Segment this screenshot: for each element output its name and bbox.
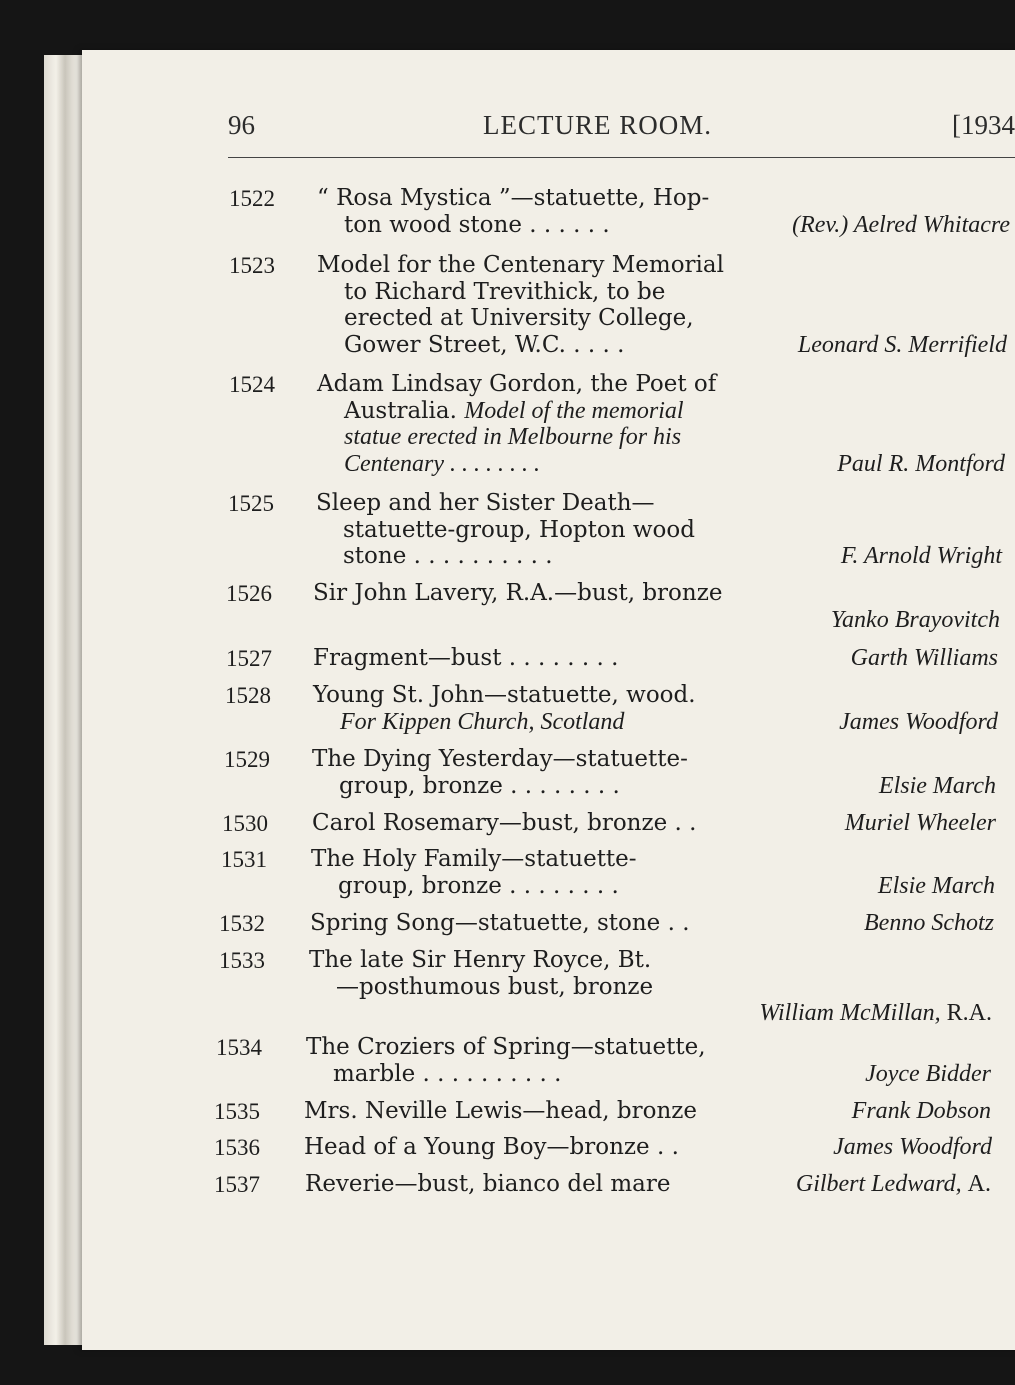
entry-number: 1536 [214, 1135, 260, 1160]
entry-number: 1522 [229, 186, 275, 211]
entry-line: erected at University College, [344, 305, 694, 331]
entry-title: Head of a Young Boy—bronze . . [304, 1134, 679, 1160]
entry-line: statuette-group, Hopton wood [343, 516, 695, 543]
entry-title: Fragment—bust . . . . . . . . [313, 645, 619, 671]
entry-title: The late Sir Henry Royce, Bt. [309, 947, 652, 973]
entry-title: “ Rosa Mystica ”—statuette, Hop- [317, 185, 710, 211]
artist-name: Elsie March [878, 772, 996, 799]
artist-name: Gilbert Ledward, [795, 1171, 962, 1197]
entry-title: Model for the Centenary Memorial [317, 252, 724, 278]
artist-name: Joyce Bidder [865, 1060, 991, 1087]
entry-title: The Croziers of Spring—statuette, [306, 1034, 706, 1060]
entry-note: Model of the memorial [464, 397, 684, 424]
entry-number: 1525 [228, 491, 274, 516]
entry-title: Spring Song—statuette, stone . . [310, 910, 690, 936]
entry-title: The Holy Family—statuette- [311, 846, 637, 872]
entry-line: —posthumous bust, bronze [336, 973, 654, 1000]
page-number: 96 [228, 110, 255, 140]
entry-note: statue erected in Melbourne for his [344, 424, 682, 450]
artist-name: Benno Schotz [864, 910, 994, 936]
entry-line: stone . . . . . . . . . . [343, 543, 553, 569]
artist-name: Garth Williams [850, 645, 998, 671]
artist-name: Paul R. Montford [837, 450, 1005, 477]
entry-number: 1523 [229, 253, 275, 278]
entry-number: 1529 [224, 747, 270, 772]
entry-title: The Dying Yesterday—statuette- [312, 746, 688, 772]
entry-note: Centenary . . . . . . . . [344, 450, 540, 477]
entry-line: marble . . . . . . . . . . [333, 1060, 562, 1087]
entry-number: 1524 [229, 372, 275, 397]
artist-name: F. Arnold Wright [840, 543, 1002, 569]
entry-number: 1528 [225, 683, 271, 708]
entry-number: 1533 [219, 948, 265, 973]
entry-number: 1530 [222, 811, 268, 836]
entry-number: 1532 [219, 911, 265, 936]
artist-name: Yanko Brayovitch [830, 606, 1000, 633]
artist-name: Muriel Wheeler [844, 810, 996, 836]
entry-line: Australia. [344, 397, 457, 424]
artist-name: Aelred Whitacre [853, 211, 1010, 238]
entry-line: group, bronze . . . . . . . . [338, 872, 619, 899]
entry-title: Carol Rosemary—bust, bronze . . [312, 810, 697, 836]
entry-number: 1527 [226, 646, 272, 671]
header-rule [228, 157, 1015, 158]
entry-number: 1537 [214, 1172, 260, 1197]
artist-suffix: A. [967, 1171, 991, 1197]
artist-name: James Woodford [839, 708, 998, 735]
entry-number: 1535 [214, 1099, 260, 1124]
artist-name: James Woodford [833, 1134, 992, 1160]
year-marker: [1934 [952, 110, 1015, 140]
entry-material: ton wood stone . . . . . . [344, 211, 610, 238]
entry-title: Sleep and her Sister Death— [316, 490, 655, 516]
artist-name: Leonard S. Merrifield [797, 331, 1007, 358]
entry-title: Adam Lindsay Gordon, the Poet of [317, 371, 717, 397]
entry-number: 1534 [216, 1035, 262, 1060]
artist-suffix: R.A. [946, 1000, 992, 1026]
entry-title: Young St. John—statuette, wood. [313, 682, 696, 708]
entry-title: Mrs. Neville Lewis—head, bronze [304, 1098, 698, 1124]
entry-number: 1531 [221, 847, 267, 872]
entry-title: Reverie—bust, bianco del mare [305, 1171, 671, 1197]
page-title: LECTURE ROOM. [483, 110, 712, 140]
entry-line: Gower Street, W.C. . . . . [344, 331, 625, 358]
page-header [228, 110, 1015, 150]
entry-number: 1526 [226, 581, 272, 606]
entry-line: to Richard Trevithick, to be [344, 278, 666, 305]
artist-name: William McMillan, [759, 1000, 941, 1026]
entry-title: Sir John Lavery, R.A.—bust, bronze [313, 580, 723, 606]
artist-prefix: (Rev.) [792, 211, 849, 238]
entry-line: group, bronze . . . . . . . . [339, 772, 620, 799]
artist-name: Elsie March [877, 872, 995, 899]
entry-note: For Kippen Church, Scotland [340, 708, 625, 735]
artist-name: Frank Dobson [851, 1098, 991, 1124]
